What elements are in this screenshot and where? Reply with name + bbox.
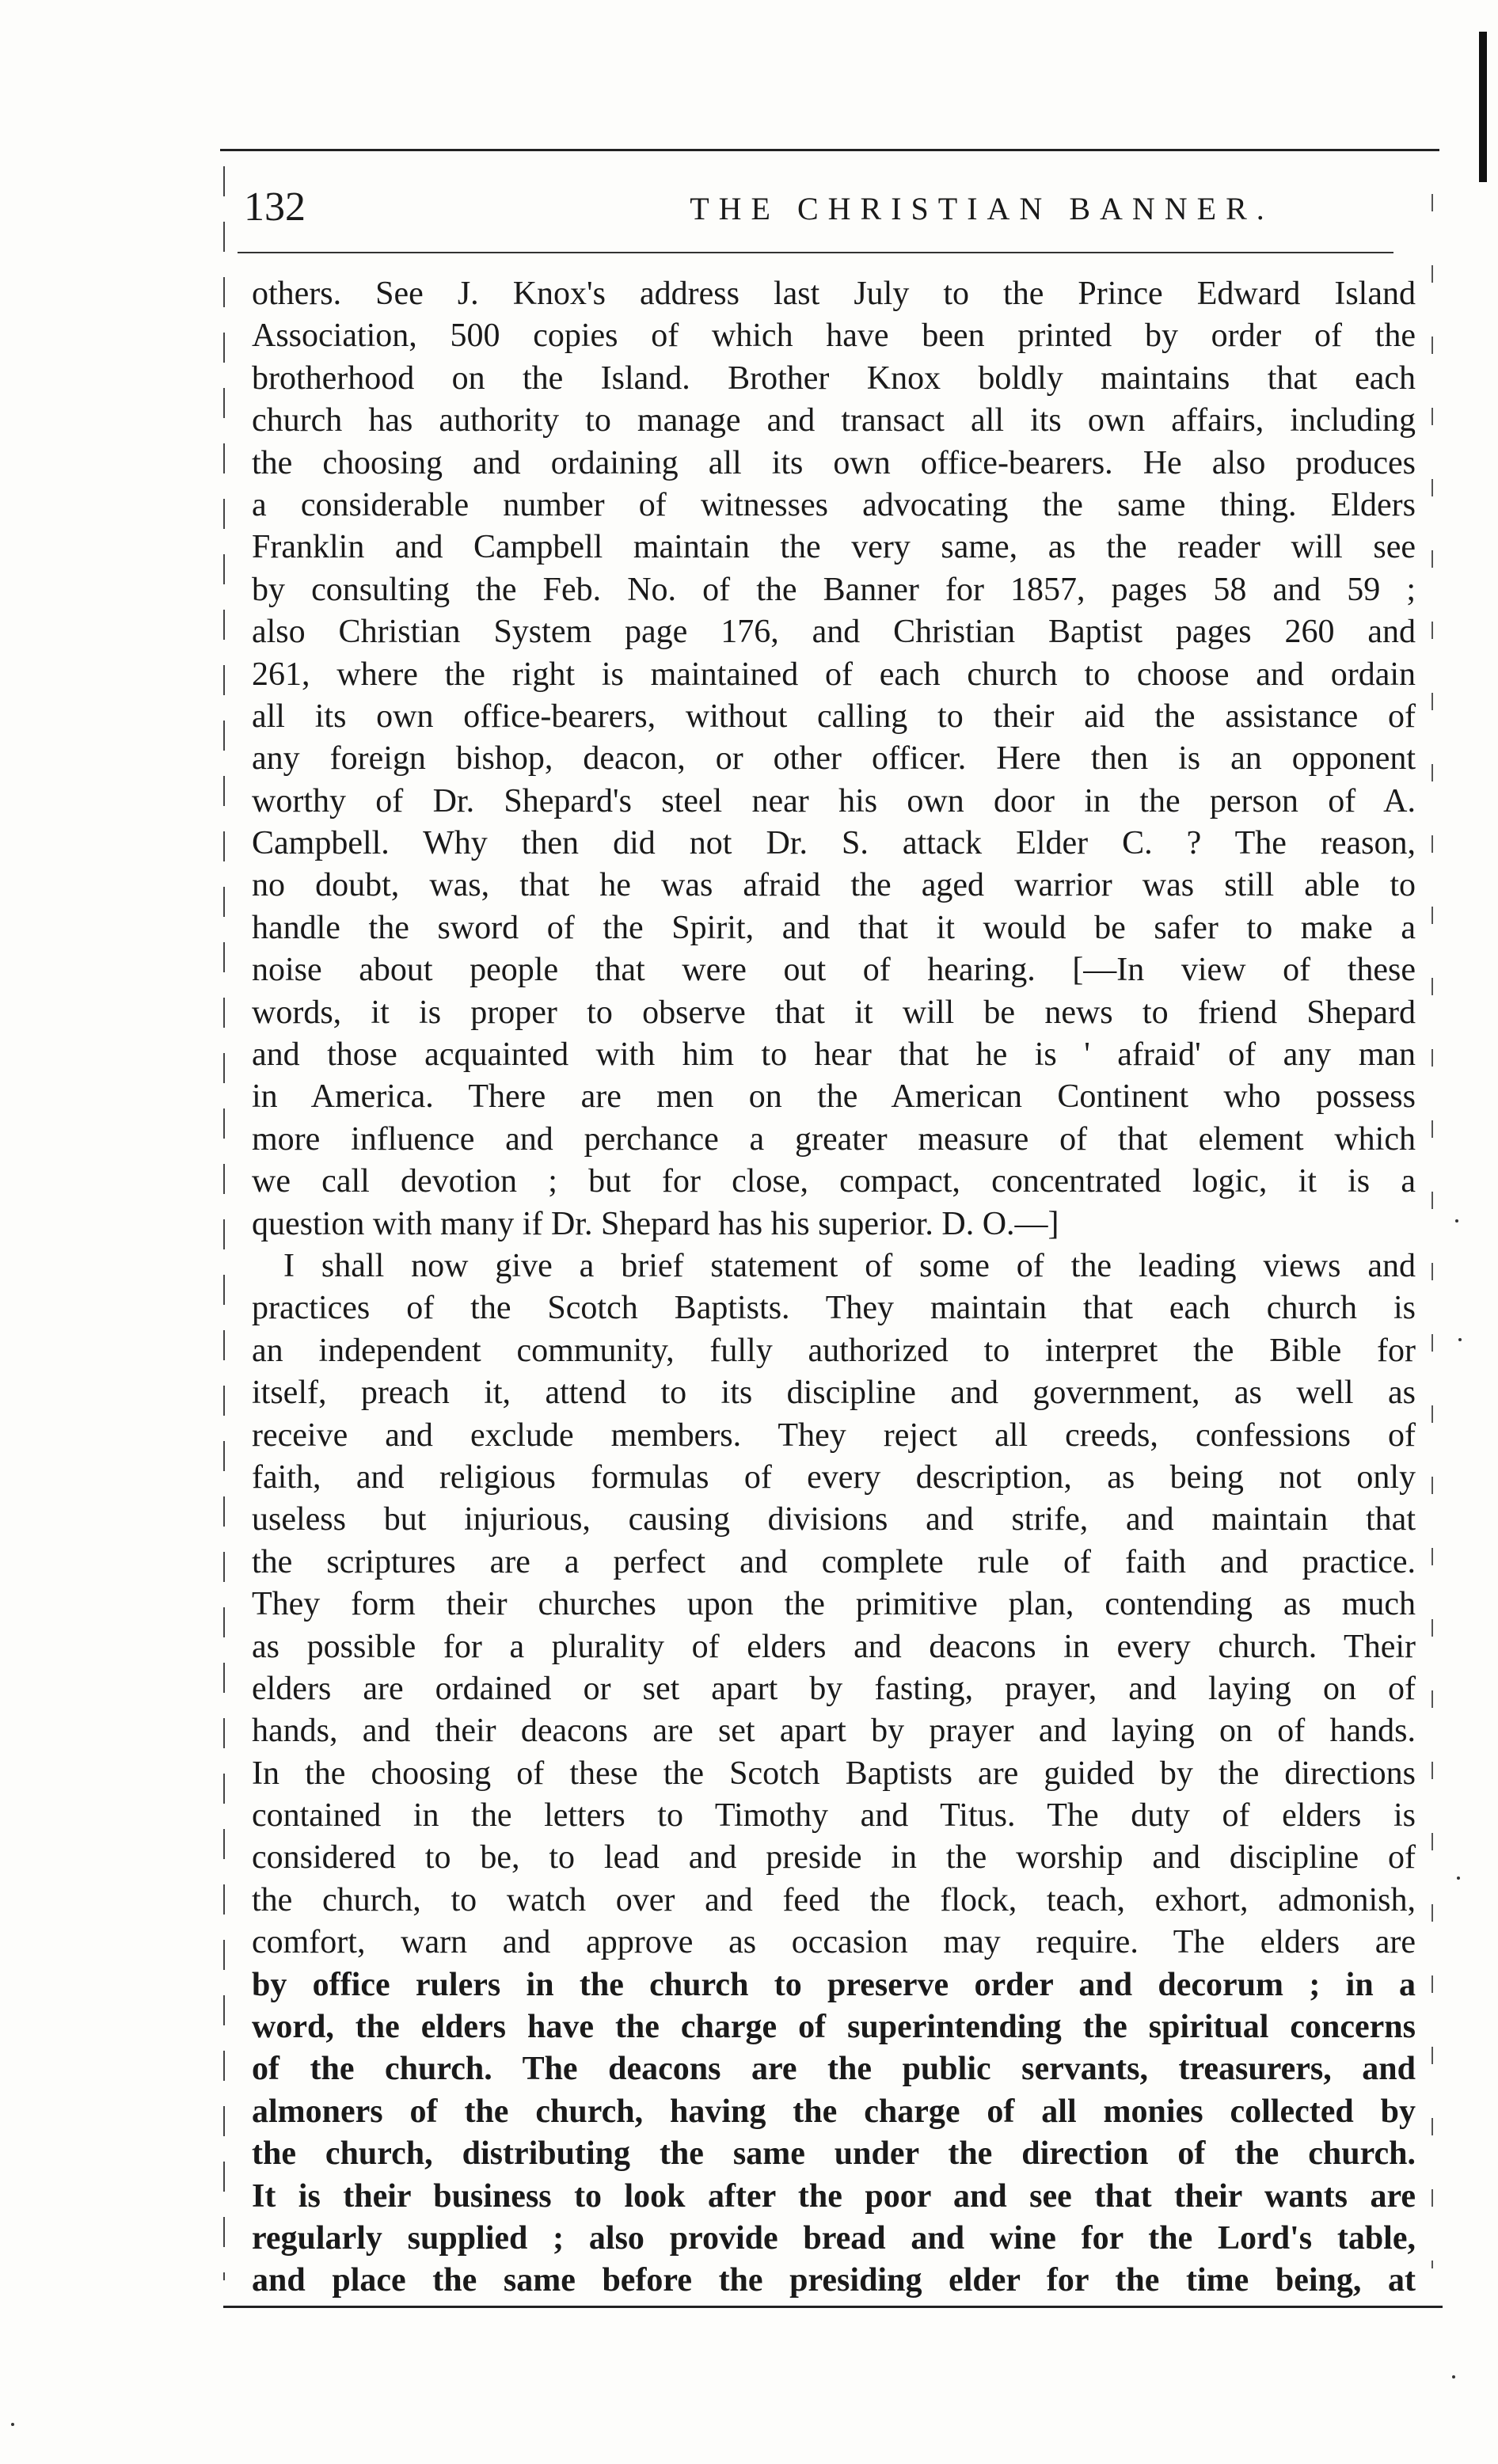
text-line: 261, where the right is maintained of each church to choose and ordain bbox=[252, 656, 1416, 693]
ink-speck bbox=[1452, 2375, 1455, 2378]
ink-speck bbox=[1455, 1219, 1458, 1222]
article-text bbox=[252, 273, 1416, 2302]
text-line: Association, 500 copies of which have been printed by order of the bbox=[252, 318, 1416, 355]
text-line: the choosing and ordaining all its own office-bearers. He also produces bbox=[252, 444, 1416, 481]
text-line: useless but injurious, causing divisions and strife, and maintain that bbox=[252, 1501, 1416, 1538]
text-line: in America. There are men on the American Continent who possess bbox=[252, 1078, 1416, 1116]
text-line: receive and exclude members. They reject all creeds, confessions of bbox=[252, 1416, 1416, 1454]
left-page-border bbox=[223, 166, 225, 2280]
text-line: They form their churches upon the primitive plan, contending as much bbox=[252, 1586, 1416, 1623]
text-line: worthy of Dr. Shepard's steel near his own door in the person of A. bbox=[252, 782, 1416, 819]
right-page-border bbox=[1431, 194, 1433, 2268]
text-line: of the church. The deacons are the public servants, treasurers, and bbox=[252, 2051, 1416, 2088]
header-rule bbox=[238, 252, 1393, 253]
text-line: regularly supplied ; also provide bread and wine for the Lord's table, bbox=[252, 2219, 1416, 2257]
text-line: by consulting the Feb. No. of the Banner for 1857, pages 58 and 59 ; bbox=[252, 571, 1416, 608]
text-line: hands, and their deacons are set apart by prayer and laying on of hands. bbox=[252, 1713, 1416, 1750]
text-line: considered to be, to lead and preside in the worship and discipline of bbox=[252, 1839, 1416, 1877]
text-line: any foreign bishop, deacon, or other officer. Here then is an opponent bbox=[252, 740, 1416, 778]
text-line: also Christian System page 176, and Christian Baptist pages 260 and bbox=[252, 614, 1416, 651]
text-line: It is their business to look after the poor and see that their wants are bbox=[252, 2177, 1416, 2215]
text-line: no doubt, was, that he was afraid the aged warrior was still able to bbox=[252, 867, 1416, 904]
text-line: itself, preach it, attend to its discipline and government, as well as bbox=[252, 1375, 1416, 1412]
text-line: an independent community, fully authorized to interpret the Bible for bbox=[252, 1332, 1416, 1369]
running-title: THE CHRISTIAN BANNER. bbox=[690, 191, 1274, 226]
text-line: words, it is proper to observe that it will be news to friend Shepard bbox=[252, 994, 1416, 1031]
text-line: almoners of the church, having the charge of all monies collected by bbox=[252, 2093, 1416, 2130]
text-line: all its own office-bearers, without calling to their aid the assistance of bbox=[252, 698, 1416, 735]
top-rule bbox=[220, 149, 1439, 151]
text-line: comfort, warn and approve as occasion may require. The elders are bbox=[252, 1924, 1416, 1961]
text-line: the church, distributing the same under the direction of the church. bbox=[252, 2135, 1416, 2173]
text-line: the church, to watch over and feed the flock, teach, exhort, admonish, bbox=[252, 1881, 1416, 1918]
text-line: practices of the Scotch Baptists. They maintain that each church is bbox=[252, 1290, 1416, 1327]
text-line: the scriptures are a perfect and complete rule of faith and practice. bbox=[252, 1543, 1416, 1580]
page-number: 132 bbox=[244, 184, 306, 230]
text-line: word, the elders have the charge of superintending the spiritual concerns bbox=[252, 2009, 1416, 2046]
text-line: a considerable number of witnesses advocating the same thing. Elders bbox=[252, 486, 1416, 523]
text-line: brotherhood on the Island. Brother Knox boldly maintains that each bbox=[252, 359, 1416, 397]
scan-edge-bar bbox=[1479, 32, 1487, 182]
text-line: and those acquainted with him to hear that he is ' afraid' of any man bbox=[252, 1036, 1416, 1074]
text-line: In the choosing of these the Scotch Baptists are guided by the directions bbox=[252, 1755, 1416, 1792]
text-line: and place the same before the presiding elder for the time being, at bbox=[252, 2262, 1416, 2299]
ink-speck bbox=[11, 2423, 14, 2426]
text-line: elders are ordained or set apart by fasting, prayer, and laying on of bbox=[252, 1670, 1416, 1707]
text-line: we call devotion ; but for close, compact, concentrated logic, it is a bbox=[252, 1163, 1416, 1200]
text-line: noise about people that were out of hearing. [—In view of these bbox=[252, 952, 1416, 989]
text-line: question with many if Dr. Shepard has his superior. D. O.—] bbox=[252, 1205, 1059, 1242]
bottom-rule bbox=[223, 2306, 1443, 2308]
text-line: church has authority to manage and transact all its own affairs, including bbox=[252, 402, 1416, 439]
text-line: Campbell. Why then did not Dr. S. attack Elder C. ? The reason, bbox=[252, 825, 1416, 862]
text-line: faith, and religious formulas of every description, as being not only bbox=[252, 1458, 1416, 1496]
paragraph-first-line: I shall now give a brief statement of some of the leading views and bbox=[283, 1247, 1416, 1284]
text-line: others. See J. Knox's address last July to the Prince Edward Island bbox=[252, 276, 1416, 312]
ink-speck bbox=[1457, 1877, 1460, 1880]
text-line: by office rulers in the church to preserve order and decorum ; in a bbox=[252, 1966, 1416, 2003]
text-line: Franklin and Campbell maintain the very same, as the reader will see bbox=[252, 529, 1416, 566]
text-line: contained in the letters to Timothy and Titus. The duty of elders is bbox=[252, 1797, 1416, 1835]
text-line: handle the sword of the Spirit, and that it would be safer to make a bbox=[252, 909, 1416, 946]
text-line: more influence and perchance a greater measure of that element which bbox=[252, 1120, 1416, 1158]
page-header bbox=[238, 184, 1425, 231]
ink-speck bbox=[1458, 1338, 1462, 1341]
text-line: as possible for a plurality of elders and deacons in every church. Their bbox=[252, 1628, 1416, 1665]
